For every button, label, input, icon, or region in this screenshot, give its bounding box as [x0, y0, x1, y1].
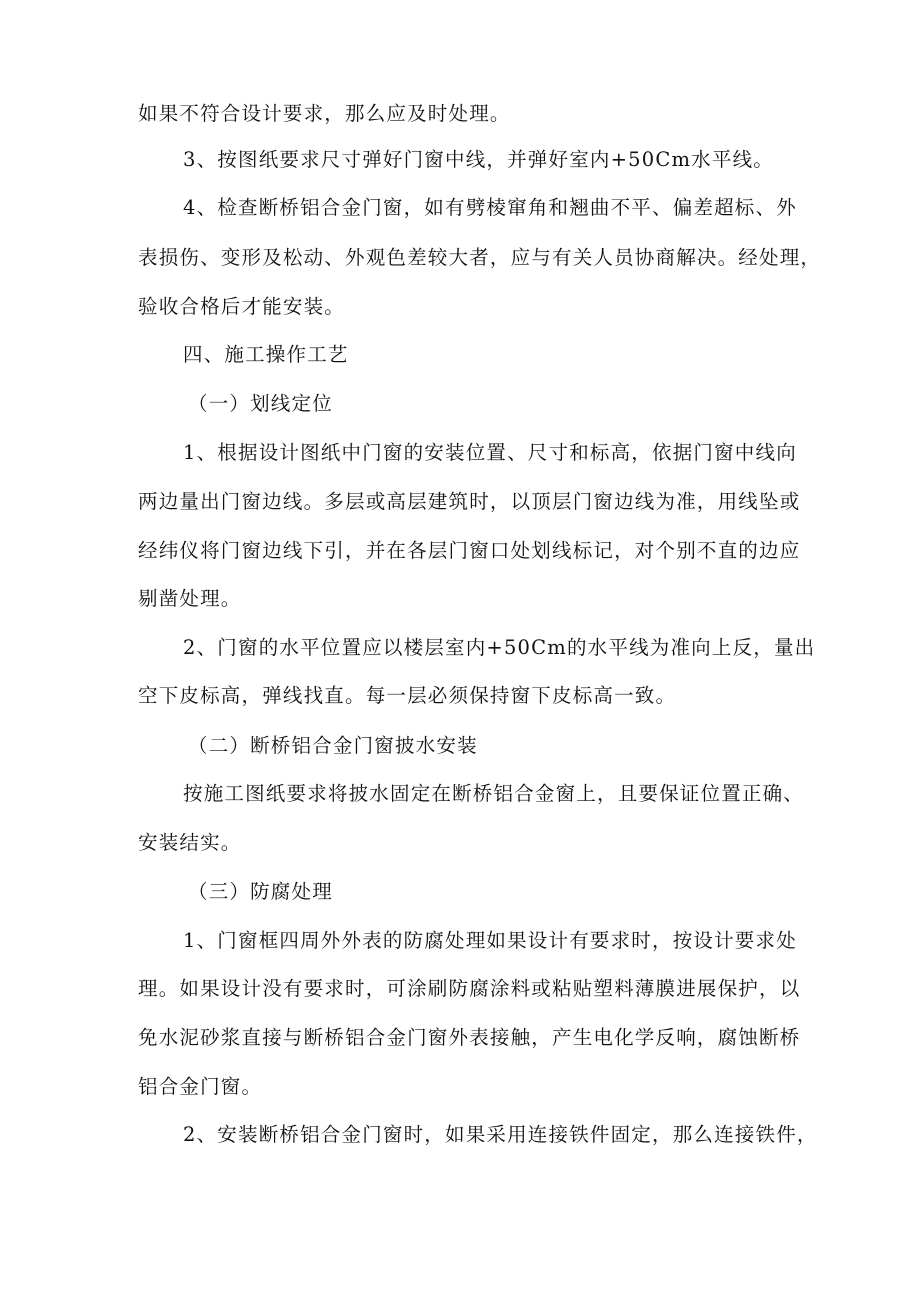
paragraph-line: 3、按图纸要求尺寸弹好门窗中线，并弹好室内+50Cm水平线。 — [183, 148, 774, 171]
paragraph-line: 4、检查断桥铝合金门窗，如有劈棱窜角和翘曲不平、偏差超标、外 — [183, 196, 797, 219]
paragraph-line: 1、门窗框四周外外表的防腐处理如果设计有要求时，按设计要求处 — [183, 929, 797, 952]
section-heading: 四、施工操作工艺 — [183, 343, 349, 366]
paragraph-line: 安装结实。 — [138, 831, 242, 854]
subsection-heading: （二）断桥铝合金门窗披水安装 — [188, 734, 478, 757]
subsection-heading: （三）防腐处理 — [188, 880, 333, 903]
paragraph-line: 免水泥砂浆直接与断桥铝合金门窗外表接触，产生电化学反响，腐蚀断桥 — [138, 1026, 801, 1049]
paragraph-line: 如果不符合设计要求，那么应及时处理。 — [138, 102, 511, 125]
paragraph-line: 两边量出门窗边线。多层或高层建筑时，以顶层门窗边线为准，用线坠或 — [138, 490, 801, 513]
paragraph-line: 2、门窗的水平位置应以楼层室内+50Cm的水平线为准向上反，量出 — [183, 636, 816, 659]
paragraph-line: 空下皮标高，弹线找直。每一层必须保持窗下皮标高一致。 — [138, 684, 677, 707]
paragraph-line: 验收合格后才能安装。 — [138, 295, 346, 318]
paragraph-line: 2、安装断桥铝合金门窗时，如果采用连接铁件固定，那么连接铁件， — [183, 1123, 818, 1146]
paragraph-line: 剔凿处理。 — [138, 587, 242, 610]
paragraph-line: 理。如果设计没有要求时，可涂刷防腐涂料或粘贴塑料薄膜进展保护，以 — [138, 977, 801, 1000]
paragraph-line: 铝合金门窗。 — [138, 1075, 263, 1098]
paragraph-line: 1、根据设计图纸中门窗的安装位置、尺寸和标高，依据门窗中线向 — [183, 441, 797, 464]
paragraph-line: 表损伤、变形及松动、外观色差较大者，应与有关人员协商解决。经处理， — [138, 246, 822, 269]
paragraph-line: 按施工图纸要求将披水固定在断桥铝合金窗上，且要保证位置正确、 — [183, 782, 805, 805]
paragraph-line: 经纬仪将门窗边线下引，并在各层门窗口处划线标记，对个别不直的边应 — [138, 539, 801, 562]
subsection-heading: （一）划线定位 — [188, 392, 333, 415]
